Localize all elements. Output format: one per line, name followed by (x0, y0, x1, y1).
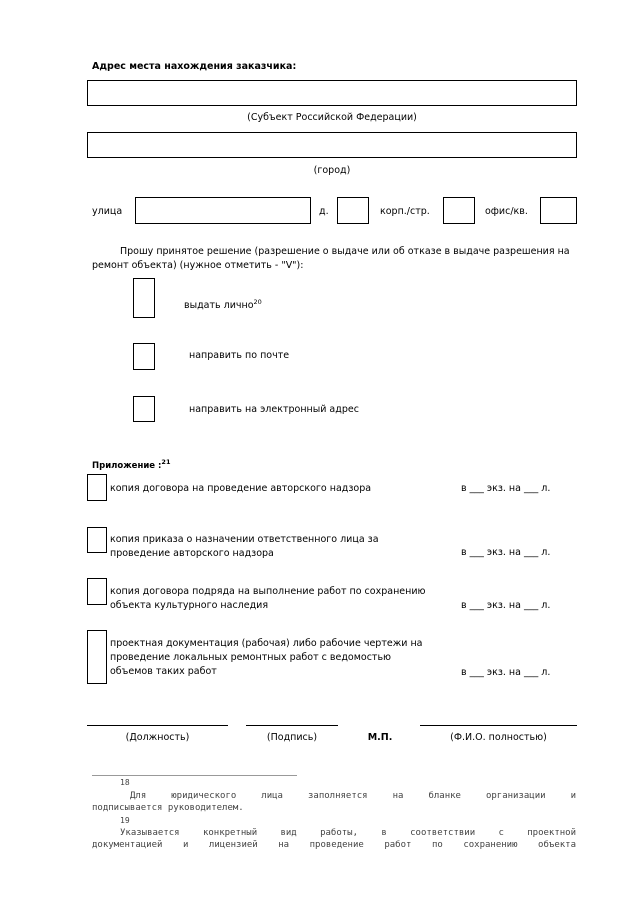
attachments-heading: Приложение :$^{21}$ (92, 458, 171, 471)
footnote-19-number: 19 (120, 816, 130, 825)
building-label: корп./стр. (380, 206, 430, 217)
street-field[interactable] (135, 197, 311, 224)
house-label: д. (319, 206, 329, 217)
name-caption: (Ф.И.О. полностью) (450, 732, 547, 743)
subject-caption: (Субъект Российской Федерации) (247, 112, 417, 123)
footnote-19-line1: Указывается конкретный вид работы, в соответствии с проектной (120, 828, 576, 838)
footnote-18-number: 18 (120, 778, 130, 787)
city-caption: (город) (313, 165, 351, 176)
attachment-3-text-line1: копия договора подряда на выполнение работ по сохранению (110, 586, 426, 597)
house-field[interactable] (337, 197, 369, 224)
attachment-2-copies: в ___ экз. на ___ л. (461, 547, 551, 558)
attachment-4-text-line1: проектная документация (рабочая) либо рабочие чертежи на (110, 638, 423, 649)
attachment-3-copies: в ___ экз. на ___ л. (461, 600, 551, 611)
attachment-2-text-line1: копия приказа о назначении ответственного лица за (110, 534, 379, 545)
position-line[interactable] (87, 725, 228, 726)
footnote-ref-21: 21 (161, 458, 171, 466)
attachment-1-checkbox[interactable] (87, 474, 107, 501)
attachment-3-text-line2: объекта культурного наследия (110, 600, 269, 611)
office-label: офис/кв. (485, 206, 528, 217)
signature-line[interactable] (246, 725, 338, 726)
option-mail-checkbox[interactable] (133, 343, 155, 370)
footnote-19-line2: документацией и лицензией на проведение работ по сохранению объекта (92, 840, 576, 850)
attachment-4-text-line3: объемов таких работ (110, 666, 217, 677)
subject-field[interactable] (87, 80, 577, 106)
footnote-ref-20: 20 (253, 298, 262, 306)
option-mail-label: направить по почте (189, 350, 290, 361)
option-in-person-checkbox[interactable] (133, 278, 155, 318)
option-email-checkbox[interactable] (133, 396, 155, 422)
street-label: улица (92, 206, 123, 217)
address-heading: Адрес места нахождения заказчика: (92, 61, 297, 72)
footnote-separator (92, 775, 297, 776)
footnote-18-line1: Для юридического лица заполняется на бланке организации и (130, 791, 576, 801)
position-caption: (Должность) (125, 732, 190, 743)
request-text-line2: ремонт объекта) (нужное отметить - "V"): (92, 260, 304, 271)
attachment-4-copies: в ___ экз. на ___ л. (461, 667, 551, 678)
signature-caption: (Подпись) (266, 732, 318, 743)
office-field[interactable] (540, 197, 577, 224)
attachment-2-text-line2: проведение авторского надзора (110, 548, 274, 559)
request-text-line1: Прошу принятое решение (разрешение о выдаче или об отказе в выдаче разрешения на (120, 246, 570, 257)
stamp-caption: М.П. (367, 732, 393, 743)
footnote-18-line2: подписывается руководителем. (92, 803, 244, 813)
attachment-2-checkbox[interactable] (87, 527, 107, 553)
city-field[interactable] (87, 132, 577, 158)
attachment-1-text: копия договора на проведение авторского надзора (110, 483, 372, 494)
option-in-person-label: выдать лично$^{20}$ (184, 298, 262, 312)
attachment-4-text-line2: проведение локальных ремонтных работ с ведомостью (110, 652, 392, 663)
name-line[interactable] (420, 725, 577, 726)
attachment-1-copies: в ___ экз. на ___ л. (461, 483, 551, 494)
option-email-label: направить на электронный адрес (189, 404, 359, 415)
attachment-3-checkbox[interactable] (87, 578, 107, 605)
building-field[interactable] (443, 197, 475, 224)
attachment-4-checkbox[interactable] (87, 630, 107, 684)
